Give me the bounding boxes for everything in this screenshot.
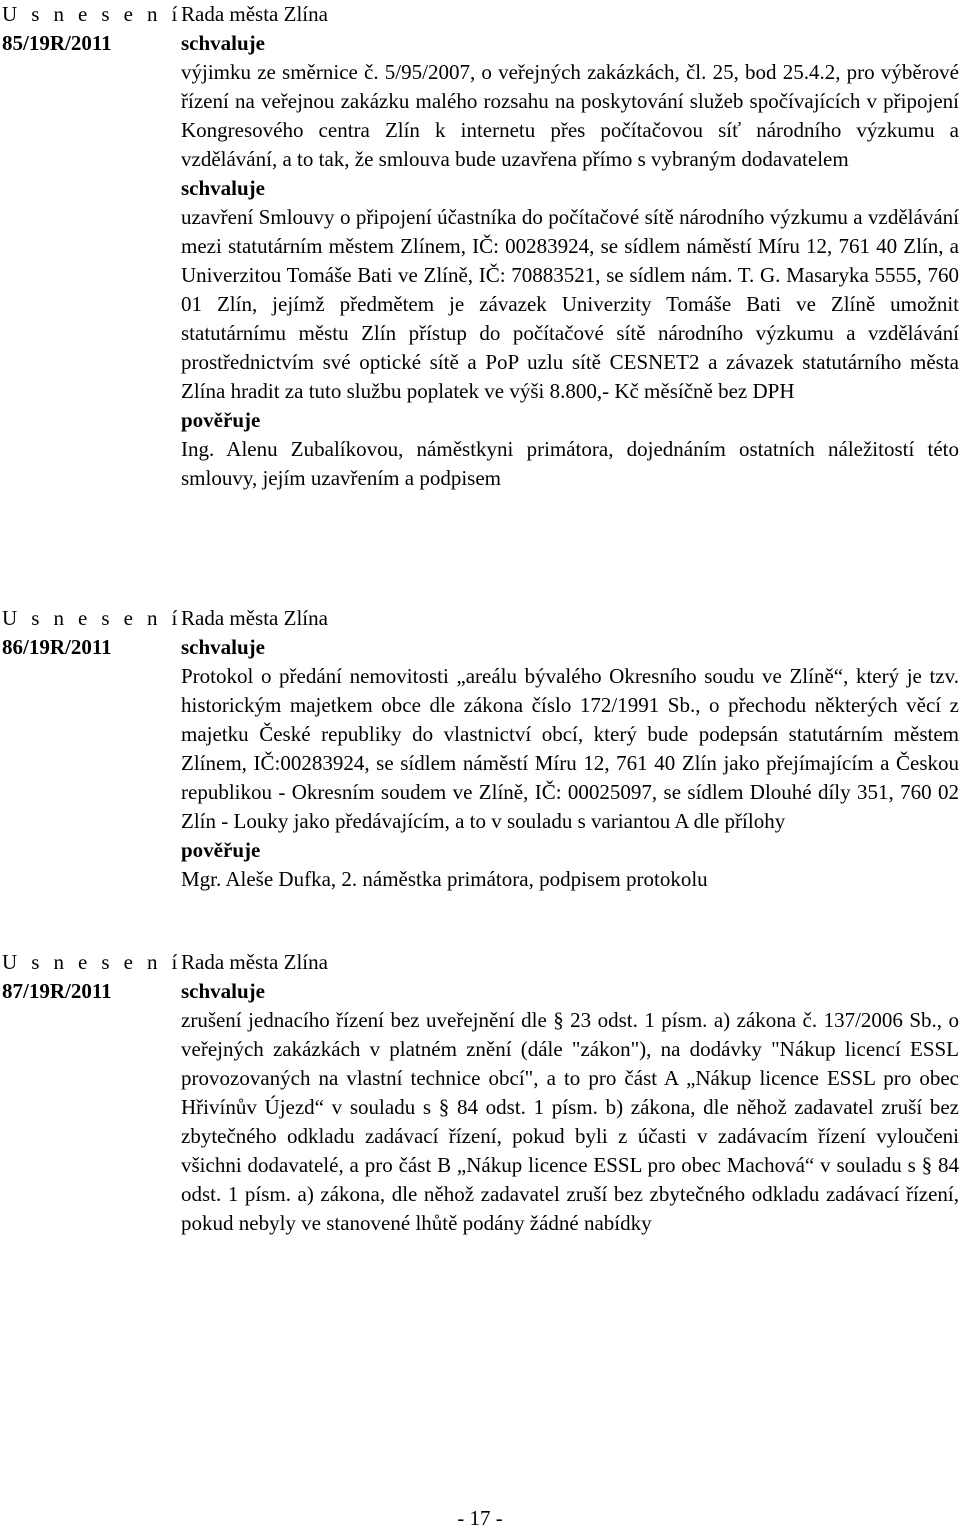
resolution-heading: U s n e s e n í [2,950,182,974]
resolution-text: Ing. Alenu Zubalíkovou, náměstkyni primátora, dojednáním ostatních náležitostí této smlouvy, jejím uzavřením a podpisem [181,437,959,490]
resolution-text: výjimku ze směrnice č. 5/95/2007, o veřejných zakázkách, čl. 25, bod 25.4.2, pro výběrové řízení na veřejnou zakázku malého rozsahu na poskytování služeb spočívajících v připojení Kongresového centra Zlín k internetu přes počítačovou síť národního výzkumu a vzdělávání, a to tak, že smlouva bude uzavřena přímo s vybraným dodavatelem [181,60,959,171]
resolution-text: Protokol o předání nemovitosti „areálu bývalého Okresního soudu ve Zlíně“, který je tzv. historickým majetkem obce dle zákona číslo 172/1991 Sb., o přechodu některých věcí z majetku České republiky do vlastnictví obcí, který bude podepsán statutárním městem Zlínem, IČ:00283924, se sídlem náměstí Míru 12, 761 40 Zlín jako přejímajícím a Českou republikou - Okresním soudem ve Zlíně, IČ: 00025097, se sídlem Dlouhé díly 351, 760 02 Zlín - Louky jako předávajícím, a to v souladu s variantou A dle přílohy [181,664,959,833]
resolution-header [2,604,182,662]
verb-approves: schvaluje [181,31,265,55]
council-name: Rada města Zlína [181,2,328,26]
resolution-body [181,0,959,493]
resolution-number: 86/19R/2011 [2,635,112,659]
resolution-body [181,604,959,894]
resolution-body [181,948,959,1238]
verb-approves: schvaluje [181,176,265,200]
page-number: - 17 - [457,1506,503,1530]
resolution-header [2,948,182,1006]
verb-authorizes: pověřuje [181,838,261,862]
council-name: Rada města Zlína [181,950,328,974]
resolution-heading: U s n e s e n í [2,2,182,26]
resolution-text: zrušení jednacího řízení bez uveřejnění dle § 23 odst. 1 písm. a) zákona č. 137/2006 Sb., o veřejných zakázkách v platném znění (dále "zákon"), na dodávky "Nákup licencí ESSL provozovaných na vlastní technice obcí", a to pro část A „Nákup licence ESSL pro obec Hřivínův Újezd“ v souladu s § 84 odst. 1 písm. b) zákona, dle něhož zadavatel zruší bez zbytečného odkladu zadávací řízení, pokud byli z účasti v zadávacím řízení vyloučeni všichni dodavatelé, a pro část B „Nákup licence ESSL pro obec Machová“ v souladu s § 84 odst. 1 písm. a) zákona, dle něhož zadavatel zruší bez zbytečného odkladu zadávací řízení, pokud nebyly ve stanovené lhůtě podány žádné nabídky [181,1008,959,1235]
verb-approves: schvaluje [181,979,265,1003]
resolution-header [2,0,182,58]
verb-approves: schvaluje [181,635,265,659]
resolution-number: 85/19R/2011 [2,31,112,55]
resolution-heading: U s n e s e n í [2,606,182,630]
verb-authorizes: pověřuje [181,408,261,432]
council-name: Rada města Zlína [181,606,328,630]
resolution-number: 87/19R/2011 [2,979,112,1003]
resolution-text: Mgr. Aleše Dufka, 2. náměstka primátora, podpisem protokolu [181,867,708,891]
resolution-text: uzavření Smlouvy o připojení účastníka do počítačové sítě národního výzkumu a vzdělávání mezi statutárním městem Zlínem, IČ: 00283924, se sídlem náměstí Míru 12, 761 40 Zlín, a Univerzitou Tomáše Bati ve Zlíně, IČ: 70883521, se sídlem nám. T. G. Masaryka 5555, 760 01 Zlín, jejímž předmětem je závazek Univerzity Tomáše Bati ve Zlíně umožnit statutárnímu městu Zlín přístup do počítačové sítě národního výzkumu a vzdělávání prostřednictvím své optické sítě a PoP uzlu sítě CESNET2 a závazek statutárního města Zlína hradit za tuto službu poplatek ve výši 8.800,- Kč měsíčně bez DPH [181,205,959,403]
